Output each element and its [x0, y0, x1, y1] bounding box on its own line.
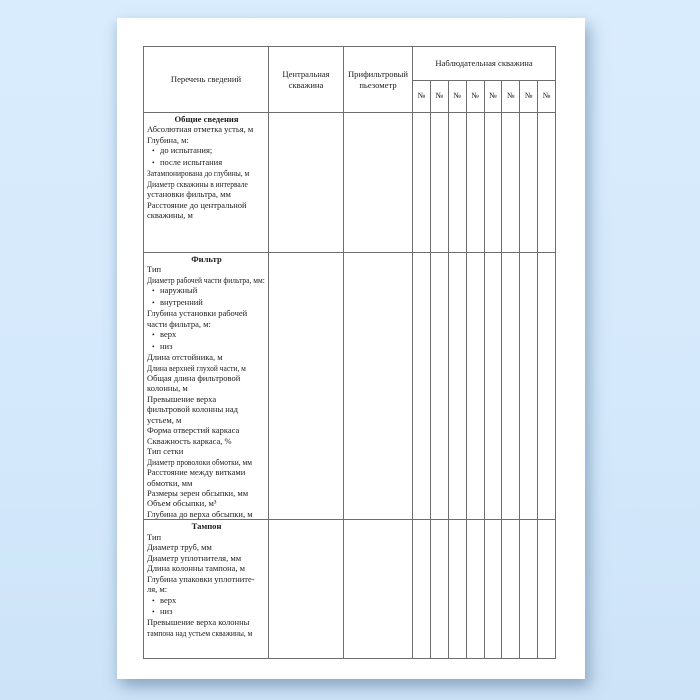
info-line — [147, 275, 266, 285]
info-line-text: Диаметр уплотнителя, мм — [147, 552, 242, 563]
bullet-list-item — [147, 157, 266, 168]
bullet-icon: • — [152, 157, 155, 167]
section-info-cell — [144, 253, 269, 520]
info-line-text: ля, м: — [147, 584, 168, 595]
observation-well-value-cell — [502, 520, 520, 659]
piezometer-value-cell — [344, 520, 413, 659]
info-line-text: Длина колонны тампона, м — [147, 563, 246, 574]
header-info-col: Перечень сведений — [144, 47, 269, 113]
header-observation-well-group: Наблюдательная скважина — [413, 47, 556, 81]
central-well-value-cell — [269, 520, 344, 659]
bullet-list-item — [147, 145, 266, 156]
info-line — [147, 352, 266, 362]
info-line-text: Превышение верха — [147, 393, 217, 404]
info-line-text: Глубина установки рабочей — [147, 308, 248, 319]
info-line — [147, 415, 266, 425]
observation-well-value-cell — [466, 520, 484, 659]
info-line-text: верх — [160, 329, 177, 340]
bullet-list-item — [147, 297, 266, 308]
info-line — [147, 319, 266, 329]
info-line-text: Глубина до верха обсыпки, м — [147, 508, 253, 519]
info-line-text: Превышение верха колонны — [147, 617, 250, 628]
info-line — [147, 584, 266, 594]
observation-well-number-col: № — [520, 81, 538, 113]
central-well-value-cell — [269, 253, 344, 520]
observation-well-value-cell — [466, 113, 484, 253]
bullet-icon: • — [152, 146, 155, 156]
section-title: Фильтр — [191, 254, 222, 264]
bullet-icon: • — [152, 330, 155, 340]
observation-well-number-col: № — [484, 81, 502, 113]
info-line — [147, 446, 266, 456]
observation-well-number-col: № — [448, 81, 466, 113]
info-line — [147, 553, 266, 563]
observation-well-number-col: № — [502, 81, 520, 113]
info-line — [147, 124, 266, 134]
info-line-text: Диаметр рабочей части фильтра, мм: — [147, 274, 265, 285]
observation-well-value-cell — [430, 253, 448, 520]
info-line-text: низ — [160, 340, 173, 351]
info-line-text: колонны, м — [147, 383, 188, 394]
bullet-list-item — [147, 285, 266, 296]
info-line — [147, 542, 266, 552]
info-line-text: наружный — [160, 285, 198, 296]
info-line-text: Объем обсыпки, м³ — [147, 498, 217, 509]
observation-well-value-cell — [520, 253, 538, 520]
info-line-text: фильтровой колонны над — [147, 404, 238, 415]
observation-well-number-col: № — [413, 81, 431, 113]
observation-well-value-cell — [484, 113, 502, 253]
bullet-icon: • — [152, 341, 155, 351]
info-line-text: после испытания — [160, 156, 223, 167]
info-line-text: устьем, м — [147, 414, 182, 425]
section-title: Общие сведения — [174, 114, 239, 124]
info-line-text: Абсолютная отметка устья, м — [147, 124, 254, 135]
info-line — [147, 373, 266, 383]
info-line — [147, 488, 266, 498]
header-central-well: Центральная скважина — [269, 47, 344, 113]
header-piezometer: Прифильтровый пьезометр — [344, 47, 413, 113]
bullet-list-item — [147, 606, 266, 617]
info-line-text: Расстояние между витками — [147, 467, 246, 478]
info-line-text: Тип — [147, 264, 162, 275]
bullet-icon: • — [152, 595, 155, 605]
info-line-text: установки фильтра, мм — [147, 189, 231, 200]
info-line-text: Длина отстойника, м — [147, 352, 223, 363]
observation-well-value-cell — [413, 113, 431, 253]
bullet-icon: • — [152, 286, 155, 296]
info-line — [147, 628, 266, 638]
info-line-text: Диаметр проволоки обмотки, мм — [147, 456, 252, 467]
observation-well-value-cell — [484, 520, 502, 659]
observation-well-value-cell — [430, 520, 448, 659]
info-line-text: Тип — [147, 531, 162, 542]
central-well-value-cell — [269, 113, 344, 253]
observation-well-number-col: № — [538, 81, 556, 113]
info-line — [147, 200, 266, 210]
info-line — [147, 467, 266, 477]
observation-well-value-cell — [413, 253, 431, 520]
info-line — [147, 404, 266, 414]
document-page — [117, 18, 585, 679]
info-line — [147, 478, 266, 488]
section-row — [144, 253, 556, 520]
info-line — [147, 574, 266, 584]
info-line-text: низ — [160, 605, 173, 616]
bullet-list-item — [147, 595, 266, 606]
info-line-text: Общая длина фильтровой — [147, 372, 241, 383]
bullet-icon: • — [152, 297, 155, 307]
observation-well-value-cell — [466, 253, 484, 520]
observation-well-value-cell — [448, 113, 466, 253]
info-line — [147, 563, 266, 573]
info-line — [147, 264, 266, 274]
info-line-text: Затампонирована до глубины, м — [147, 168, 250, 179]
info-line — [147, 436, 266, 446]
info-line-text: Глубина упаковки уплотните- — [147, 573, 255, 584]
info-line-text: Форма отверстий каркаса — [147, 425, 240, 436]
info-line-text: части фильтра, м: — [147, 318, 211, 329]
piezometer-value-cell — [344, 113, 413, 253]
observation-well-number-col: № — [466, 81, 484, 113]
info-line-text: Расстояние до центральной — [147, 199, 247, 210]
info-line — [147, 210, 266, 220]
info-line — [147, 308, 266, 318]
info-line — [147, 617, 266, 627]
observation-well-value-cell — [448, 520, 466, 659]
observation-well-value-cell — [502, 253, 520, 520]
info-line-text: скважины, м — [147, 210, 193, 221]
info-line — [147, 498, 266, 508]
observation-well-value-cell — [538, 253, 556, 520]
info-line-text: Диаметр труб, мм — [147, 542, 212, 553]
info-line-text: Длина верхней глухой части, м — [147, 362, 246, 373]
info-line — [147, 425, 266, 435]
section-info-cell — [144, 113, 269, 253]
observation-well-value-cell — [484, 253, 502, 520]
info-line — [147, 135, 266, 145]
info-line-text: Скважность каркаса, % — [147, 435, 232, 446]
observation-well-value-cell — [448, 253, 466, 520]
observation-well-value-cell — [413, 520, 431, 659]
observation-well-value-cell — [538, 113, 556, 253]
info-line — [147, 532, 266, 542]
info-line-text: Тип сетки — [147, 446, 184, 457]
info-line — [147, 509, 266, 519]
observation-well-value-cell — [520, 520, 538, 659]
info-line-text: Глубина, м: — [147, 134, 189, 145]
bullet-list-item — [147, 329, 266, 340]
observation-well-value-cell — [502, 113, 520, 253]
info-line-text: Диаметр скважины в интервале — [147, 178, 248, 189]
info-line — [147, 394, 266, 404]
info-line-text: обмотки, мм — [147, 477, 193, 488]
info-line — [147, 168, 266, 178]
observation-well-value-cell — [538, 520, 556, 659]
section-title: Тампон — [191, 521, 222, 532]
info-line-text: тампона над устьем скважины, м — [147, 627, 253, 638]
observation-well-value-cell — [520, 113, 538, 253]
observation-well-value-cell — [430, 113, 448, 253]
section-row — [144, 520, 556, 659]
info-line — [147, 363, 266, 373]
info-line-text: до испытания; — [160, 145, 213, 156]
section-row — [144, 113, 556, 253]
bullet-icon: • — [152, 606, 155, 616]
info-line — [147, 383, 266, 393]
info-line-text: верх — [160, 594, 177, 605]
piezometer-value-cell — [344, 253, 413, 520]
info-line-text: внутренний — [160, 296, 203, 307]
well-data-table — [143, 46, 556, 659]
table-header-row — [144, 47, 556, 81]
bullet-list-item — [147, 341, 266, 352]
info-line — [147, 179, 266, 189]
info-line-text: Размеры зерен обсыпки, мм — [147, 487, 249, 498]
info-line — [147, 457, 266, 467]
info-line — [147, 189, 266, 199]
observation-well-number-col: № — [430, 81, 448, 113]
section-info-cell — [144, 520, 269, 659]
